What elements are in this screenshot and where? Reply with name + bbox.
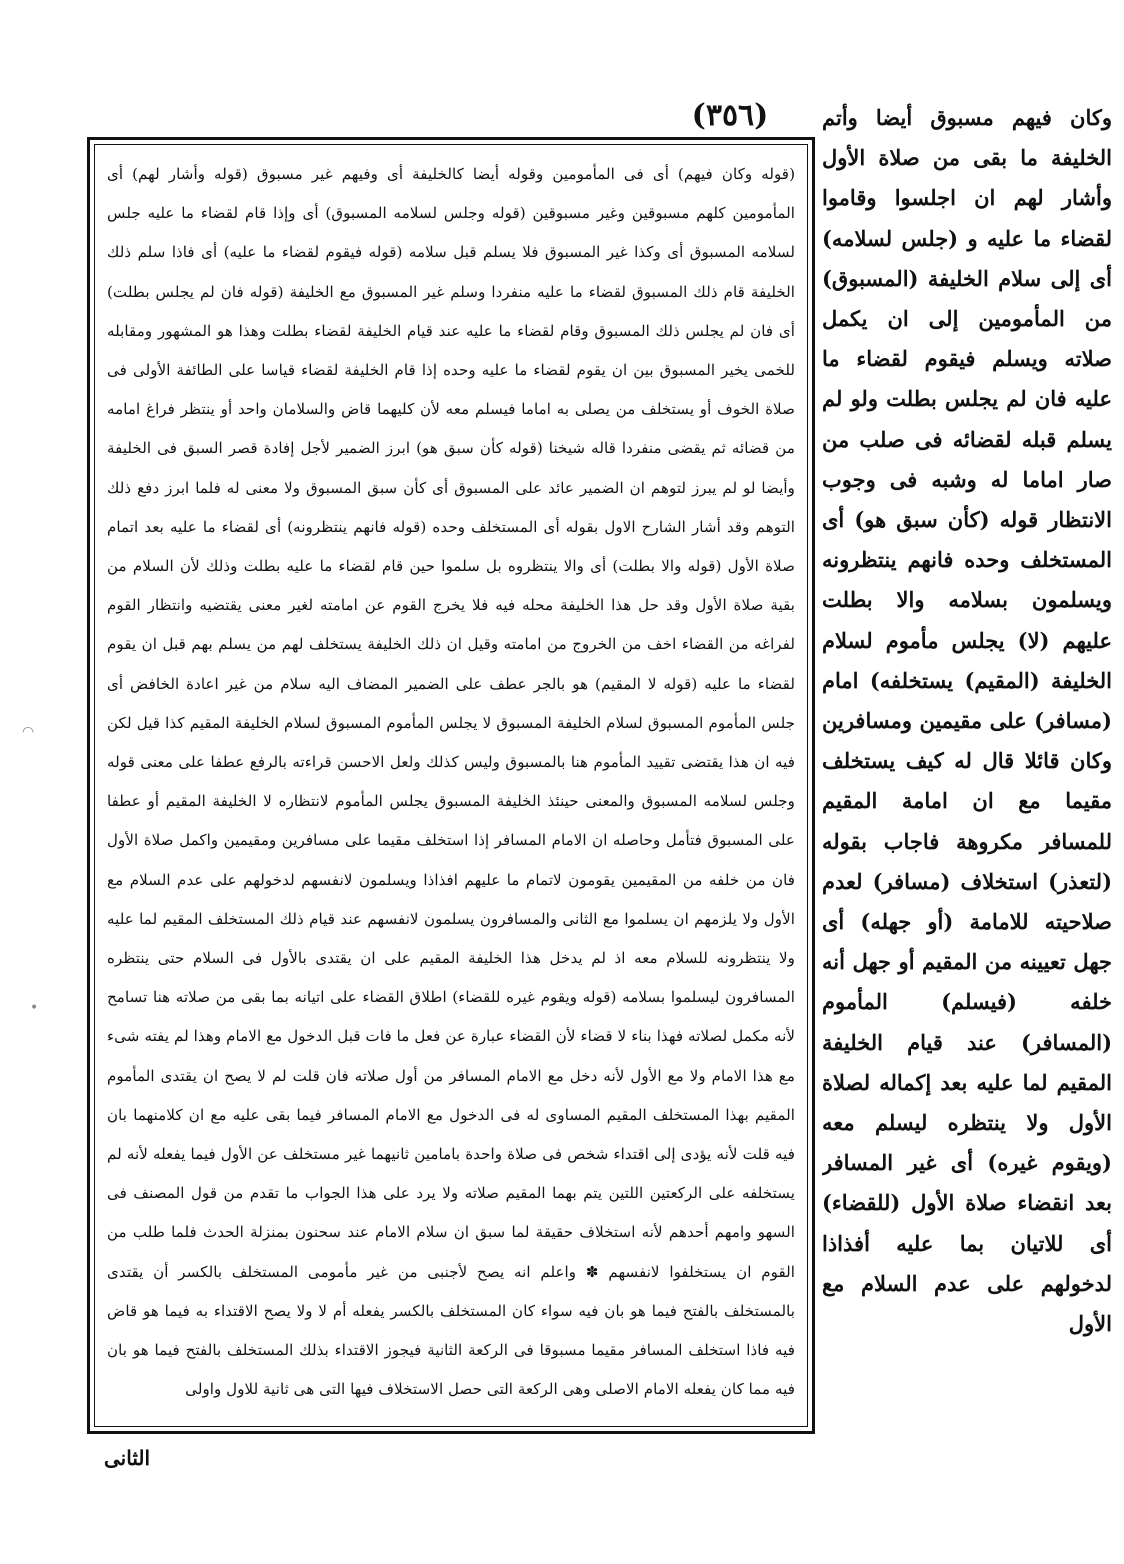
stray-mark: • (30, 1000, 39, 1016)
catchword: الثانى (104, 1446, 151, 1470)
stray-mark: ◠ (22, 724, 35, 740)
commentary-frame (87, 137, 815, 1434)
margin-text-column (822, 98, 1112, 1438)
commentary-inner-frame (94, 144, 808, 1427)
margin-text: وكان فيهم مسبوق أيضا وأتم الخليفة ما بقى من صلاة الأول وأشار لهم ان اجلسوا وقاموا لقضاء ما عليه و (جلس لسلامه) أى إلى سلام الخليفة (المسبوق) من المأمومين إلى ان يكمل صلاته ويسلم فيقوم لقضاء ما عليه فان لم يجلس بطلت ولو لم يسلم قبله لقضائه فى صلب من صار اماما له وشبه فى وجوب الانتظار قوله (كأن سبق هو) أى المستخلف وحده فانهم ينتظرونه ويسلمون بسلامه والا بطلت عليهم (لا) يجلس مأموم لسلام الخليفة (المقيم) يستخلفه) امام (مسافر) على مقيمين ومسافرين وكان قائلا قال له كيف يستخلف مقيما مع ان امامة المقيم للمسافر مكروهة فاجاب بقوله (لتعذر) استخلاف (مسافر) لعدم صلاحيته للامامة (أو جهله) أى جهل تعيينه من المقيم أو جهل أنه خلفه (فيسلم) المأموم (المسافر) عند قيام الخليفة المقيم لما عليه بعد إكماله لصلاة الأول ولا ينتظره ليسلم معه (ويقوم غيره) أى غير المسافر بعد انقضاء صلاة الأول (للقضاء) أى للاتيان بما عليه أفذاذا لدخولهم على عدم السلام مع الأول (822, 105, 1112, 1337)
commentary-text: (قوله وكان فيهم) أى فى المأمومين وقوله أيضا كالخليفة أى وفيهم غير مسبوق (قوله وأشار لهم) أى المأمومين كلهم مسبوقين وغير مسبوقين (قوله وجلس لسلامه المسبوق) أى وإذا قام لقضاء ما عليه جلس لسلامه المسبوق أى وكذا غير المسبوق فلا يسلم قبل سلامه (قوله فيقوم لقضاء ما عليه) أى فاذا سلم ذلك الخليفة قام ذلك المسبوق لقضاء ما عليه منفردا وسلم غير المسبوق مع الخليفة (قوله فان لم يجلس بطلت) أى فان لم يجلس ذلك المسبوق وقام لقضاء ما عليه عند قيام الخليفة لقضاء بطلت وهذا هو المشهور ومقابله للخمى يخير المسبوق بين ان يقوم لقضاء ما عليه وحده إذا قام الخليفة لقضاء قياسا على الطائفة الأولى فى صلاة الخوف أو يستخلف من يصلى به اماما فيسلم معه لأن كليهما قاض والسلامان واحد أو ينتظر فراغ امامه من قضائه ثم يقضى منفردا قاله شيخنا (قوله كأن سبق هو) ابرز الضمير لأجل إفادة قصر السبق فى الخليفة وأيضا لو لم يبرز لتوهم ان الضمير عائد على المسبوق أى كأن سبق المسبوق ولا معنى له فلما ابرز دفع ذلك التوهم وقد أشار الشارح الاول بقوله أى المستخلف وحده (قوله فانهم ينتظرونه) أى لقضاء ما عليه بعد اتمام صلاة الأول (قوله والا بطلت) أى والا ينتظروه بل سلموا حين قام لقضاء ما عليه بطلت وذلك لأن السلام من بقية صلاة الأول وقد حل هذا الخليفة محله فيه فلا يخرج القوم عن امامته لغير معنى يقتضيه وانتظار القوم لفراغه من القضاء اخف من الخروج من امامته وقيل ان ذلك الخليفة يستخلف لهم من يسلم بهم قبل ان يقوم لقضاء ما عليه (قوله لا المقيم) هو بالجر عطف على الضمير المضاف اليه سلام من غير اعادة الخافض أى جلس المأموم المسبوق لسلام الخليفة المسبوق لا يجلس المأموم المسبوق لسلام الخليفة المقيم كذا قيل لكن فيه ان هذا يقتضى تقييد المأموم هنا بالمسبوق وليس كذلك ولعل الاحسن قراءته بالرفع عطفا على معنى قوله وجلس لسلامه المسبوق والمعنى حينئذ الخليفة المسبوق يجلس المأموم لانتظاره لا الخليفة المقيم أو عطفا على المسبوق فتأمل وحاصله ان الامام المسافر إذا استخلف مقيما على مسافرين ومقيمين واكمل صلاة الأول فان من خلفه من المقيمين يقومون لاتمام ما عليهم افذاذا ويسلمون لانفسهم لدخولهم على عدم السلام مع الأول ولا يلزمهم ان يسلموا مع الثانى والمسافرون يسلمون لانفسهم عند قيام ذلك المستخلف المقيم لما عليه ولا ينتظرونه للسلام معه اذ لم يدخل هذا الخليفة المقيم على ان يقتدى بالأول فى السلام حتى ينتظره المسافرون ليسلموا بسلامه (قوله ويقوم غيره للقضاء) اطلاق القضاء على اتيانه بما بقى من صلاته هنا تسامح لأنه مكمل لصلاته فهذا بناء لا قضاء لأن القضاء عبارة عن فعل ما فات قبل الدخول مع الامام وهذا لم يفته شىء مع هذا الامام ولا مع الأول لأنه دخل مع الامام المسافر من أول صلاته فان قلت لم لا يصح ان يقتدى المأموم المقيم بهذا المستخلف المقيم المساوى له فى الدخول مع الامام المسافر فيما بقى عليه مع ان كلامنهما بان فيه قلت لأنه يؤدى إلى اقتداء شخص فى صلاة واحدة بامامين ثانيهما غير مستخلف عن الأول فيما يفعله لأنه لم يستخلفه على الركعتين اللتين يتم بهما المقيم صلاته ولا يرد على هذا الجواب ما تقدم من قول المصنف فى السهو وامهم أحدهم لأنه استخلاف حقيقة لما سبق ان سلام الامام عند سحنون بمنزلة الحدث فلما طلب من القوم ان يستخلفوا لانفسهم ✽ واعلم انه يصح لأجنبى من غير مأمومى المستخلف بالكسر أن يقتدى بالمستخلف بالفتح فيما هو بان فيه سواء كان المستخلف بالكسر يفعله أم لا ولا يصح الاقتداء به فيما هو قاض فيه فاذا استخلف المسافر مقيما مسبوقا فى الركعة الثانية فيجوز الاقتداء بذلك المستخلف بالفتح فيما هو بان فيه مما كان يفعله الامام الاصلى وهى الركعة التى حصل الاستخلاف فيها التى هى ثانية للاول واولى (107, 165, 795, 1399)
page-number: (٣٥٦) (691, 98, 769, 133)
